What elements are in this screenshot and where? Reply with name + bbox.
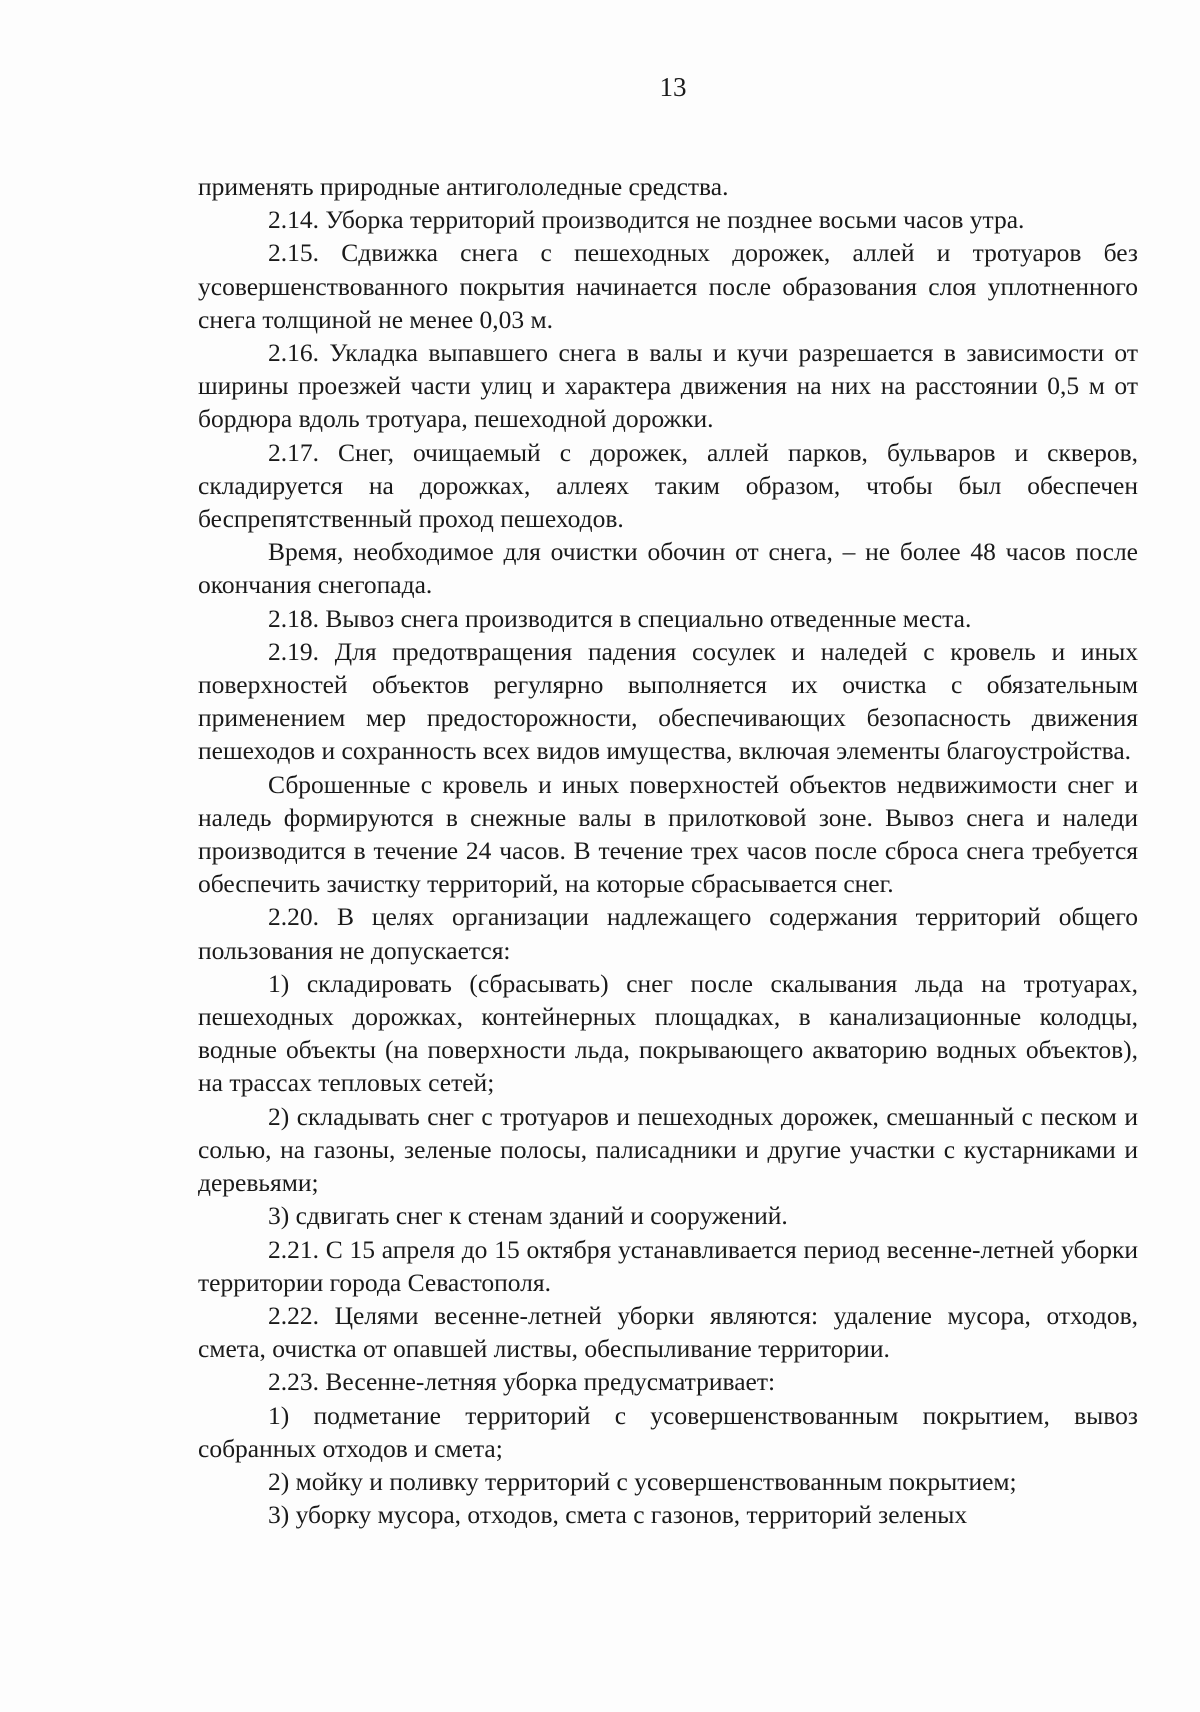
- paragraph: Сброшенные с кровель и иных поверхностей объектов недвижимости снег и наледь формируются в снежные валы в прилотковой зоне. Вывоз снега и наледи производится в течение 24 часов. В течение трех часов после сброса снега требуется обеспечить зачистку территорий, на которые сбрасывается снег.: [198, 769, 1138, 899]
- paragraph: 2.22. Целями весенне-летней уборки являются: удаление мусора, отходов, смета, очистка от опавшей листвы, обеспыливание территории.: [198, 1300, 1138, 1364]
- paragraph: 2.17. Снег, очищаемый с дорожек, аллей парков, бульваров и скверов, складируется на дорожках, аллеях таким образом, чтобы был обеспечен беспрепятственный проход пешеходов.: [198, 437, 1138, 534]
- paragraph: 2.23. Весенне-летняя уборка предусматривает:: [268, 1367, 776, 1397]
- paragraph: 3) сдвигать снег к стенам зданий и сооружений.: [268, 1201, 788, 1231]
- paragraph: 2.16. Укладка выпавшего снега в валы и кучи разрешается в зависимости от ширины проезжей части улиц и характера движения на них на расстоянии 0,5 м от бордюра вдоль тротуара, пешеходной дорожки.: [198, 338, 1138, 434]
- paragraph: 3) уборку мусора, отходов, смета с газонов, территорий зеленых: [268, 1500, 968, 1530]
- paragraph: применять природные антигололедные средства.: [198, 172, 729, 201]
- paragraph: 1) подметание территорий с усовершенствованным покрытием, вывоз собранных отходов и смета;: [198, 1400, 1138, 1463]
- paragraph: 2) мойку и поливку территорий с усовершенствованным покрытием;: [268, 1466, 1017, 1496]
- paragraph: 2.21. С 15 апреля до 15 октября устанавливается период весенне-летней уборки территории города Севастополя.: [198, 1234, 1138, 1297]
- paragraph: 2) складывать снег с тротуаров и пешеходных дорожек, смешанный с песком и солью, на газоны, зеленые полосы, палисадники и другие участки с кустарниками и деревьями;: [198, 1101, 1138, 1198]
- paragraph: 2.15. Сдвижка снега с пешеходных дорожек, аллей и тротуаров без усовершенствованного покрытия начинается после образования слоя уплотненного снега толщиной не менее 0,03 м.: [198, 238, 1138, 334]
- paragraph: 1) складировать (сбрасывать) снег после скалывания льда на тротуарах, пешеходных дорожках, контейнерных площадках, в канализационные колодцы, водные объекты (на поверхности льда, покрывающего акваторию водных объектов), на трассах тепловых сетей;: [198, 968, 1138, 1098]
- paragraph: Время, необходимое для очистки обочин от снега, – не более 48 часов после окончания снегопада.: [198, 537, 1138, 600]
- page-number: 13: [659, 72, 687, 102]
- paragraph: 2.18. Вывоз снега производится в специально отведенные места.: [268, 603, 972, 633]
- paragraph: 2.19. Для предотвращения падения сосулек и наледей с кровель и иных поверхностей объектов регулярно выполняется их очистка с обязательным применением мер предосторожности, обеспечивающих безопасность движения пешеходов и сохранность всех видов имущества, включая элементы благоустройства.: [198, 636, 1138, 766]
- document-body: [198, 170, 1138, 1531]
- paragraph: 2.20. В целях организации надлежащего содержания территорий общего пользования не допускается:: [198, 902, 1138, 965]
- paragraph: 2.14. Уборка территорий производится не позднее восьми часов утра.: [268, 205, 1025, 235]
